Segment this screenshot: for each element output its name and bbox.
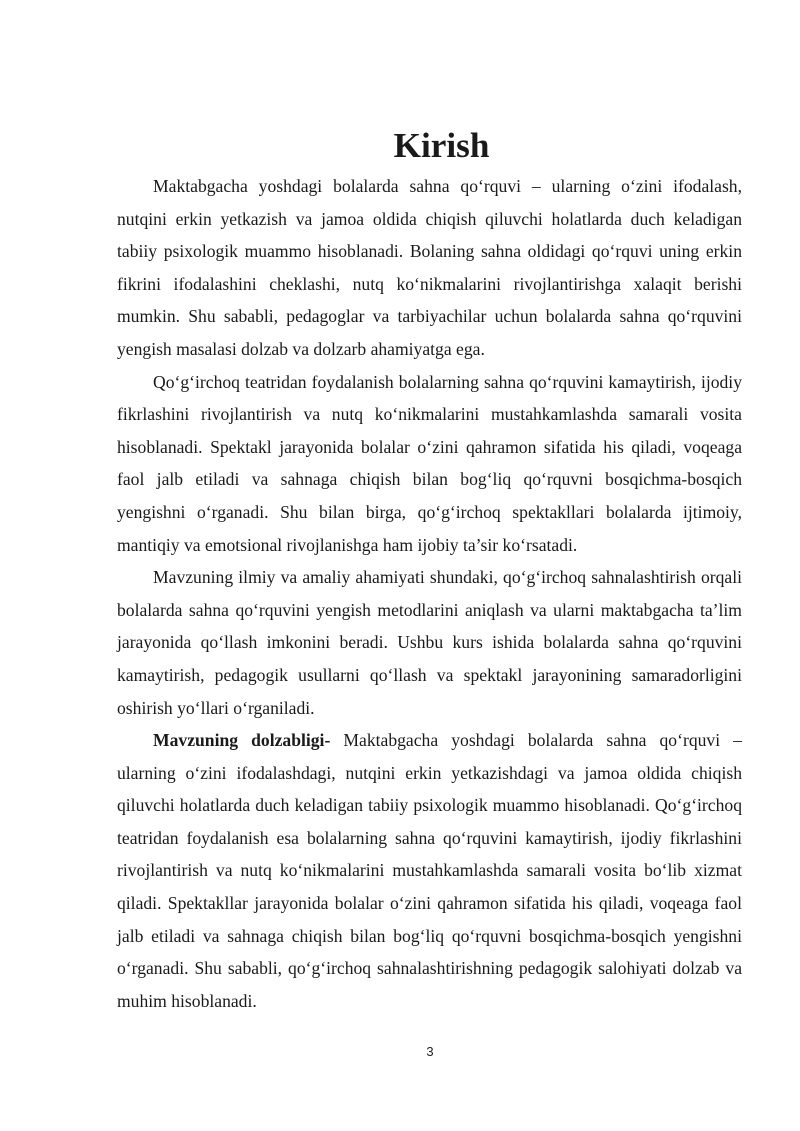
paragraph-text: Mavzuning ilmiy va amaliy ahamiyati shundaki, qo‘g‘irchoq sahnalashtirish orqali bolalarda sahna qo‘rquvini yengish metodlarini aniqlash va ularni maktabgacha ta’lim jarayonida qo‘llash imkonini beradi. Ushbu kurs ishida bolalarda sahna qo‘rquvini kamaytirish, pedagogik usullarni qo‘llash va spektakl jarayonining samaradorligini oshirish yo‘llari o‘rganiladi. — [117, 567, 742, 718]
section-title: Kirish — [393, 126, 490, 165]
document-body — [117, 126, 742, 1017]
paragraph-lead-heading: Mavzuning dolzabligi- — [153, 730, 331, 751]
paragraph-significance — [117, 561, 742, 724]
paragraph-puppet-theatre — [117, 366, 742, 562]
paragraph-relevance — [117, 724, 742, 1017]
paragraph-text: Maktabgacha yoshdagi bolalarda sahna qo‘rquvi – ularning o‘zini ifodalash, nutqini erkin yetkazish va jamoa oldida chiqish qiluvchi holatlarda duch keladigan tabiiy psixologik muammo hisoblanadi. Bolaning sahna oldidagi qo‘rquvi uning erkin fikrini ifodalashini cheklashi, nutq ko‘nikmalarini rivojlantirishga xalaqit berishi mumkin. Shu sababli, pedagoglar va tarbiyachilar uchun bolalarda sahna qo‘rquvini yengish masalasi dolzab va dolzarb ahamiyatga ega. — [117, 176, 742, 359]
paragraph-text: Maktabgacha yoshdagi bolalarda sahna qo‘rquvi – ularning o‘zini ifodalashdagi, nutqini erkin yetkazishdagi va jamoa oldida chiqish qiluvchi holatlarda duch keladigan tabiiy psixologik muammo hisoblanadi. Qo‘g‘irchoq teatridan foydalanish esa bolalarning sahna qo‘rquvini kamaytirish, ijodiy fikrlashini rivojlantirish va nutq ko‘nikmalarini mustahkamlashda samarali vosita bo‘lib xizmat qiladi. Spektakllar jarayonida bolalar o‘zini qahramon sifatida his qiladi, voqeaga faol jalb etiladi va sahnaga chiqish bilan bog‘liq qo‘rquvni bosqichma-bosqich yengishni o‘rganadi. Shu sababli, qo‘g‘irchoq sahnalashtirishning pedagogik salohiyati dolzab va muhim hisoblanadi. — [117, 730, 742, 1011]
paragraph-text: Qo‘g‘irchoq teatridan foydalanish bolalarning sahna qo‘rquvini kamaytirish, ijodiy fikrlashini rivojlantirish va nutq ko‘nikmalarini mustahkamlashda samarali vosita hisoblanadi. Spektakl jarayonida bolalar o‘zini qahramon sifatida his qiladi, voqeaga faol jalb etiladi va sahnaga chiqish bilan bog‘liq qo‘rquvni bosqichma-bosqich yengishni o‘rganadi. Shu bilan birga, qo‘g‘irchoq spektakllari bolalarda ijtimoiy, mantiqiy va emotsional rivojlanishga ham ijobiy ta’sir ko‘rsatadi. — [117, 371, 742, 555]
page-number: 3 — [426, 1044, 434, 1059]
paragraph-intro — [117, 170, 742, 366]
